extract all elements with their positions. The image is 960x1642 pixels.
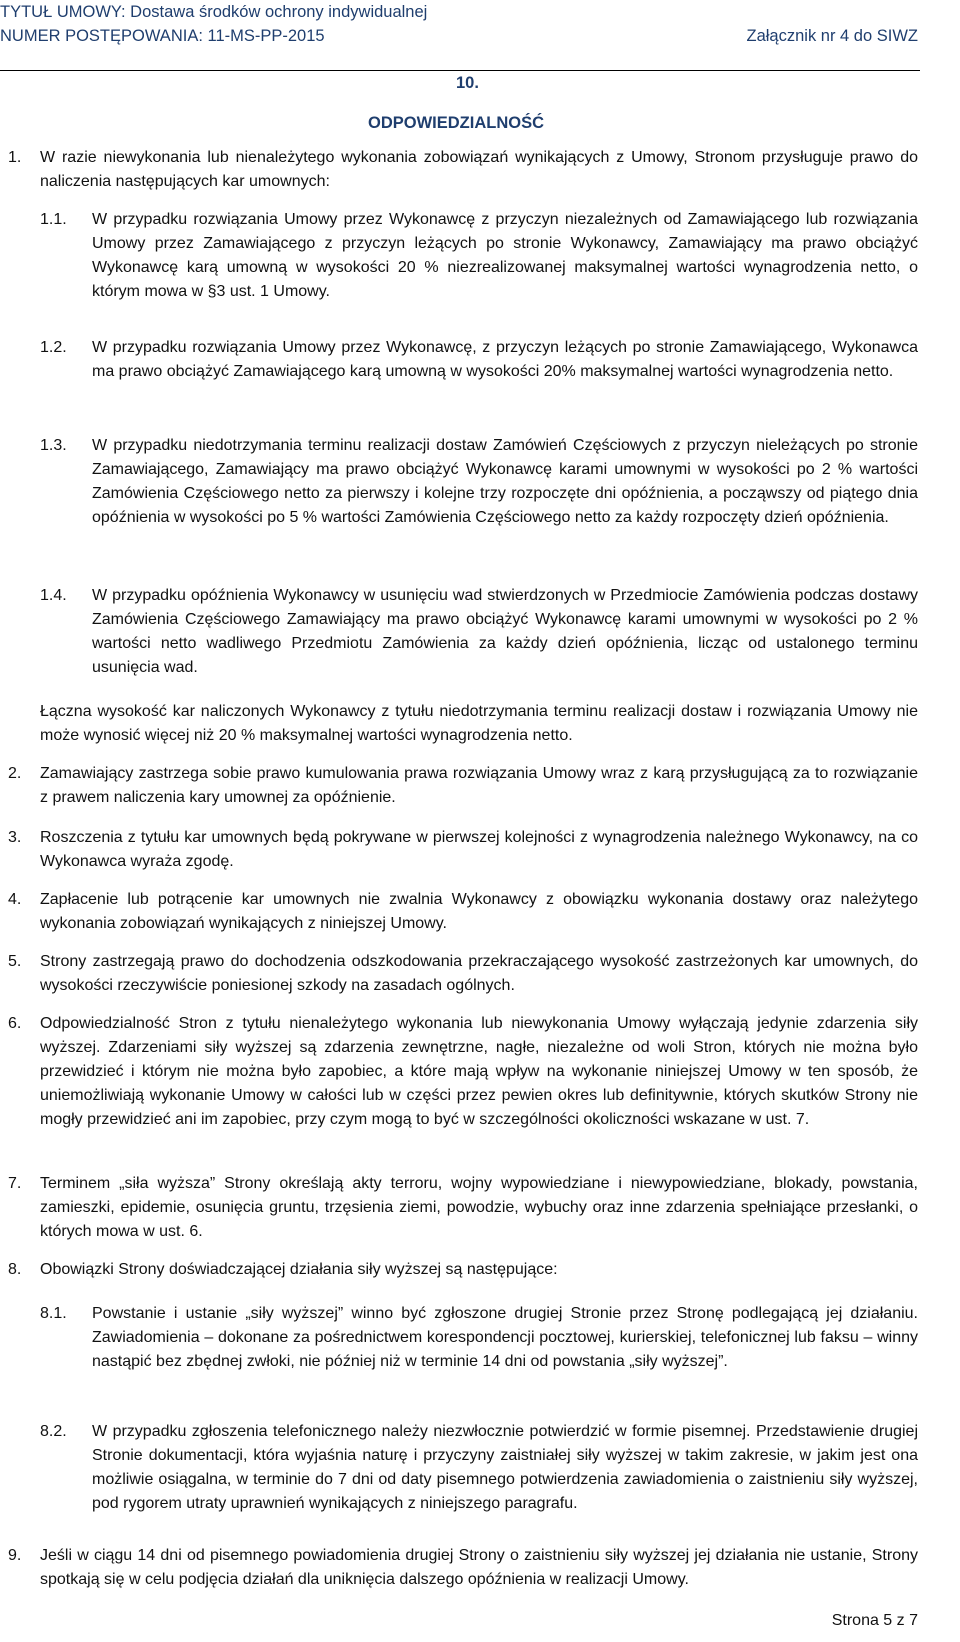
header-divider xyxy=(0,70,920,71)
item-text: W razie niewykonania lub nienależytego wykonania zobowiązań wynikających z Umowy, Stronom przysługuje prawo do naliczenia następujących kar umownych: xyxy=(40,149,918,190)
section-number: 10. xyxy=(456,74,479,92)
summary-paragraph: Łączna wysokość kar naliczonych Wykonawcy z tytułu niedotrzymania terminu realizacji dostaw i rozwiązania Umowy nie może wynosić więcej niż 20 % maksymalnej wartości wynagrodzenia netto. xyxy=(40,703,918,744)
item-number: 1. xyxy=(8,149,22,166)
header-attachment: Załącznik nr 4 do SIWZ xyxy=(746,27,918,45)
item-number: 4. xyxy=(8,891,22,908)
header-contract-title: TYTUŁ UMOWY: Dostawa środków ochrony indywidualnej xyxy=(0,3,428,21)
item-number: 8. xyxy=(8,1261,22,1278)
item-text: Terminem „siła wyższa” Strony określają akty terroru, wojny wypowiedziane i niewypowiedziane, blokady, powstania, zamieszki, epidemie, osunięcia gruntu, trzęsienia ziemi, powodzie, wybuchy oraz inne zdarzenia spełniające przesłanki, o których mowa w ust. 6. xyxy=(40,1175,918,1240)
item-number: 9. xyxy=(8,1547,22,1564)
item-text: W przypadku niedotrzymania terminu realizacji dostaw Zamówień Częściowych z przyczyn nieleżących po stronie Zamawiającego, Zamawiający ma prawo obciążyć Wykonawcę karami umownymi w wysokości po 2 % wartości Zamówienia Częściowego netto za pierwszy i kolejne trzy rozpoczęte dni opóźnienia, a począwszy od piątego dnia opóźnienia w wysokości po 5 % wartości Zamówienia Częściowego netto za każdy rozpoczęty dzień opóźnienia. xyxy=(92,437,918,526)
page-number: Strona 5 z 7 xyxy=(831,1612,918,1629)
item-text: W przypadku rozwiązania Umowy przez Wykonawcę, z przyczyn leżących po stronie Zamawiającego, Wykonawca ma prawo obciążyć Zamawiającego karą umowną w wysokości 20% maksymalnej wartości wynagrodzenia netto. xyxy=(92,339,918,380)
item-number: 3. xyxy=(8,829,22,846)
header-procedure-number: NUMER POSTĘPOWANIA: 11-MS-PP-2015 xyxy=(0,27,325,45)
item-number: 2. xyxy=(8,765,22,782)
item-text: Zapłacenie lub potrącenie kar umownych nie zwalnia Wykonawcy z obowiązku wykonania dostawy oraz należytego wykonania zobowiązań wynikających z niniejszej Umowy. xyxy=(40,891,918,932)
item-number: 1.4. xyxy=(40,587,67,604)
item-number: 1.2. xyxy=(40,339,67,356)
item-text: W przypadku zgłoszenia telefonicznego należy niezwłocznie potwierdzić w formie pisemnej. Przedstawienie drugiej Stronie dokumentacji, która wyjaśnia naturę i przyczyny zaistniałej siły wyższej w takim zakresie, w jakim jest ona możliwie osiągalna, w terminie do 7 dni od daty pisemnego potwierdzenia zawiadomienia o zaistnieniu siły wyższej, pod rygorem utraty uprawnień wynikających z niniejszego paragrafu. xyxy=(92,1423,918,1512)
item-number: 5. xyxy=(8,953,22,970)
item-number: 6. xyxy=(8,1015,22,1032)
item-text: W przypadku rozwiązania Umowy przez Wykonawcę z przyczyn niezależnych od Zamawiającego lub rozwiązania Umowy przez Zamawiającego z przyczyn leżących po stronie Wykonawcy, Zamawiający ma prawo obciążyć Wykonawcę karą umowną w wysokości 20 % niezrealizowanej maksymalnej wartości wynagrodzenia netto, o którym mowa w §3 ust. 1 Umowy. xyxy=(92,211,918,300)
item-text: Strony zastrzegają prawo do dochodzenia odszkodowania przekraczającego wysokość zastrzeżonych kar umownych, do wysokości rzeczywiście poniesionej szkody na zasadach ogólnych. xyxy=(40,953,918,994)
item-number: 7. xyxy=(8,1175,22,1192)
item-text: W przypadku opóźnienia Wykonawcy w usunięciu wad stwierdzonych w Przedmiocie Zamówienia podczas dostawy Zamówienia Częściowego Zamawiający ma prawo obciążyć Wykonawcę karami umownymi w wysokości po 2 % wartości netto wadliwego Przedmiotu Zamówienia za każdy dzień opóźnienia, licząc od ustalonego terminu usunięcia wad. xyxy=(92,587,918,676)
item-text: Zamawiający zastrzega sobie prawo kumulowania prawa rozwiązania Umowy wraz z karą przysługującą za to rozwiązanie z prawem naliczenia kary umownej za opóźnienie. xyxy=(40,765,918,806)
item-number: 8.2. xyxy=(40,1423,67,1440)
item-number: 8.1. xyxy=(40,1305,67,1322)
item-text: Odpowiedzialność Stron z tytułu nienależytego wykonania lub niewykonania Umowy wyłączają jedynie zdarzenia siły wyższej. Zdarzeniami siły wyższej są zdarzenia zewnętrzne, nagłe, niezależne od woli Stron, których nie można było przewidzieć i którym nie można było zapobiec, a które mają wpływ na wykonanie niniejszej Umowy w ten sposób, że uniemożliwiają wykonanie Umowy w całości lub w części przez pewien okres lub definitywnie, których skutków Strony nie mogły przewidzieć ani im zapobiec, przy czym mogą to być w szczególności okoliczności wskazane w ust. 7. xyxy=(40,1015,918,1128)
item-text: Jeśli w ciągu 14 dni od pisemnego powiadomienia drugiej Strony o zaistnieniu siły wyższej jej działania nie ustanie, Strony spotkają się w celu podjęcia działań dla uniknięcia dalszego opóźnienia w realizacji Umowy. xyxy=(40,1547,918,1588)
section-title: ODPOWIEDZIALNOŚĆ xyxy=(368,114,544,132)
item-text: Roszczenia z tytułu kar umownych będą pokrywane w pierwszej kolejności z wynagrodzenia należnego Wykonawcy, na co Wykonawca wyraża zgodę. xyxy=(40,829,918,870)
item-text: Powstanie i ustanie „siły wyższej” winno być zgłoszone drugiej Stronie przez Stronę podlegającą jej działaniu. Zawiadomienia – dokonane za pośrednictwem korespondencji pocztowej, kurierskiej, telefonicznej lub faksu – winny nastąpić bez zbędnej zwłoki, nie później niż w terminie 14 dni od powstania „siły wyższej”. xyxy=(92,1305,918,1370)
item-text: Obowiązki Strony doświadczającej działania siły wyższej są następujące: xyxy=(40,1261,558,1278)
item-number: 1.3. xyxy=(40,437,67,454)
item-number: 1.1. xyxy=(40,211,67,228)
